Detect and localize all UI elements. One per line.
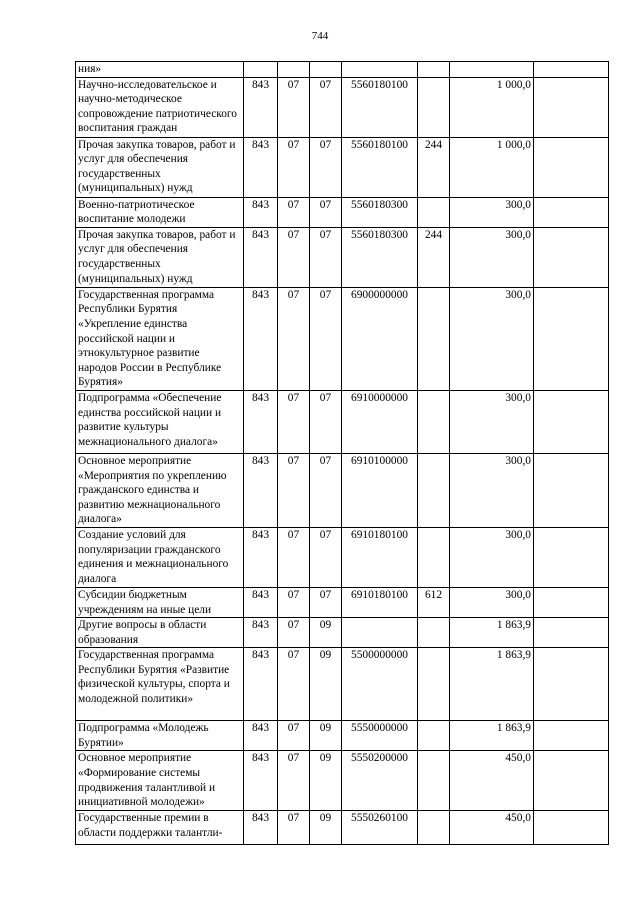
ved-cell: 843 xyxy=(244,527,278,587)
amount-cell: 300,0 xyxy=(450,453,534,527)
amount-cell: 1 000,0 xyxy=(450,77,534,137)
page-number: 744 xyxy=(311,30,329,42)
table-row xyxy=(76,287,609,390)
pr-cell: 09 xyxy=(310,618,342,648)
csr-cell: 5560180300 xyxy=(342,227,418,287)
row-name-cell: Создание условий для популяризации гражданского единения и межнационального диалога xyxy=(76,527,244,587)
budget-table xyxy=(75,61,609,845)
vr-cell xyxy=(418,527,450,587)
pr-cell: 07 xyxy=(310,527,342,587)
pr-cell: 07 xyxy=(310,587,342,617)
ved-cell: 843 xyxy=(244,648,278,721)
row-name-cell: Научно-исследовательское и научно-методическое сопровождение патриотического воспитания граждан xyxy=(76,77,244,137)
pr-cell xyxy=(310,62,342,78)
rz-cell: 07 xyxy=(278,587,310,617)
csr-cell: 5500000000 xyxy=(342,648,418,721)
rz-cell: 07 xyxy=(278,618,310,648)
amount-cell: 450,0 xyxy=(450,811,534,845)
amount-cell: 300,0 xyxy=(450,527,534,587)
amount-cell: 300,0 xyxy=(450,587,534,617)
rz-cell: 07 xyxy=(278,390,310,453)
table-row xyxy=(76,77,609,137)
vr-cell xyxy=(418,77,450,137)
pr-cell: 07 xyxy=(310,287,342,390)
table-row xyxy=(76,390,609,453)
pr-cell: 07 xyxy=(310,390,342,453)
pr-cell: 07 xyxy=(310,137,342,197)
ved-cell: 843 xyxy=(244,390,278,453)
amount-cell: 1 863,9 xyxy=(450,618,534,648)
table-row xyxy=(76,527,609,587)
vr-cell xyxy=(418,721,450,751)
row-name-cell: Государственная программа Республики Бурятия «Развитие физической культуры, спорта и молодежной политики» xyxy=(76,648,244,721)
csr-cell: 6910100000 xyxy=(342,453,418,527)
pr-cell: 09 xyxy=(310,648,342,721)
rz-cell: 07 xyxy=(278,137,310,197)
vr-cell xyxy=(418,811,450,845)
extra-cell xyxy=(534,137,609,197)
row-name-cell: Основное мероприятие «Формирование системы продвижения талантливой и инициативной молодежи» xyxy=(76,751,244,811)
extra-cell xyxy=(534,527,609,587)
pr-cell: 09 xyxy=(310,751,342,811)
ved-cell: 843 xyxy=(244,287,278,390)
csr-cell: 5560180100 xyxy=(342,137,418,197)
rz-cell: 07 xyxy=(278,527,310,587)
extra-cell xyxy=(534,287,609,390)
extra-cell xyxy=(534,197,609,227)
ved-cell: 843 xyxy=(244,587,278,617)
pr-cell: 07 xyxy=(310,453,342,527)
rz-cell: 07 xyxy=(278,227,310,287)
row-name-cell: Военно-патриотическое воспитание молодежи xyxy=(76,197,244,227)
rz-cell: 07 xyxy=(278,77,310,137)
extra-cell xyxy=(534,453,609,527)
amount-cell: 1 863,9 xyxy=(450,721,534,751)
rz-cell: 07 xyxy=(278,721,310,751)
extra-cell xyxy=(534,227,609,287)
ved-cell: 843 xyxy=(244,811,278,845)
row-name-cell: Другие вопросы в области образования xyxy=(76,618,244,648)
ved-cell: 843 xyxy=(244,751,278,811)
amount-cell: 450,0 xyxy=(450,751,534,811)
extra-cell xyxy=(534,62,609,78)
pr-cell: 09 xyxy=(310,721,342,751)
vr-cell xyxy=(418,751,450,811)
table-row xyxy=(76,721,609,751)
extra-cell xyxy=(534,721,609,751)
table-row xyxy=(76,453,609,527)
amount-cell: 300,0 xyxy=(450,287,534,390)
vr-cell xyxy=(418,62,450,78)
rz-cell: 07 xyxy=(278,751,310,811)
csr-cell: 5550200000 xyxy=(342,751,418,811)
csr-cell: 5550000000 xyxy=(342,721,418,751)
csr-cell: 6910000000 xyxy=(342,390,418,453)
ved-cell: 843 xyxy=(244,227,278,287)
row-name-cell: Основное мероприятие «Мероприятия по укреплению гражданского единства и развитию межнационального диалога» xyxy=(76,453,244,527)
extra-cell xyxy=(534,811,609,845)
row-name-cell: Подпрограмма «Обеспечение единства российской нации и развитие культуры межнационального диалога» xyxy=(76,390,244,453)
csr-cell xyxy=(342,62,418,78)
extra-cell xyxy=(534,390,609,453)
csr-cell: 5560180100 xyxy=(342,77,418,137)
table-row xyxy=(76,587,609,617)
vr-cell: 244 xyxy=(418,227,450,287)
row-name-cell: Прочая закупка товаров, работ и услуг для обеспечения государственных (муниципальных) нужд xyxy=(76,137,244,197)
vr-cell: 612 xyxy=(418,587,450,617)
table-row xyxy=(76,751,609,811)
extra-cell xyxy=(534,77,609,137)
pr-cell: 07 xyxy=(310,77,342,137)
csr-cell xyxy=(342,618,418,648)
vr-cell xyxy=(418,648,450,721)
amount-cell xyxy=(450,62,534,78)
amount-cell: 300,0 xyxy=(450,390,534,453)
extra-cell xyxy=(534,751,609,811)
extra-cell xyxy=(534,618,609,648)
extra-cell xyxy=(534,648,609,721)
csr-cell: 5550260100 xyxy=(342,811,418,845)
row-name-cell: ния» xyxy=(76,62,244,78)
row-name-cell: Государственная программа Республики Бурятия «Укрепление единства российской нации и этнокультурное развитие народов России в Республике Бурятия» xyxy=(76,287,244,390)
amount-cell: 300,0 xyxy=(450,197,534,227)
csr-cell: 6910180100 xyxy=(342,527,418,587)
table-row xyxy=(76,618,609,648)
rz-cell xyxy=(278,62,310,78)
row-name-cell: Прочая закупка товаров, работ и услуг для обеспечения государственных (муниципальных) нужд xyxy=(76,227,244,287)
csr-cell: 6900000000 xyxy=(342,287,418,390)
rz-cell: 07 xyxy=(278,197,310,227)
pr-cell: 07 xyxy=(310,197,342,227)
vr-cell xyxy=(418,390,450,453)
vr-cell xyxy=(418,287,450,390)
table-row xyxy=(76,811,609,845)
ved-cell: 843 xyxy=(244,618,278,648)
vr-cell xyxy=(418,618,450,648)
ved-cell: 843 xyxy=(244,137,278,197)
table-row xyxy=(76,62,609,78)
amount-cell: 1 000,0 xyxy=(450,137,534,197)
rz-cell: 07 xyxy=(278,453,310,527)
table-row xyxy=(76,227,609,287)
csr-cell: 5560180300 xyxy=(342,197,418,227)
row-name-cell: Субсидии бюджетным учреждениям на иные цели xyxy=(76,587,244,617)
table-row xyxy=(76,197,609,227)
extra-cell xyxy=(534,587,609,617)
ved-cell xyxy=(244,62,278,78)
vr-cell: 244 xyxy=(418,137,450,197)
csr-cell: 6910180100 xyxy=(342,587,418,617)
pr-cell: 07 xyxy=(310,227,342,287)
table-row xyxy=(76,648,609,721)
ved-cell: 843 xyxy=(244,197,278,227)
row-name-cell: Государственные премии в области поддержки талантли- xyxy=(76,811,244,845)
amount-cell: 1 863,9 xyxy=(450,648,534,721)
vr-cell xyxy=(418,197,450,227)
ved-cell: 843 xyxy=(244,453,278,527)
rz-cell: 07 xyxy=(278,648,310,721)
row-name-cell: Подпрограмма «Молодежь Бурятии» xyxy=(76,721,244,751)
amount-cell: 300,0 xyxy=(450,227,534,287)
vr-cell xyxy=(418,453,450,527)
rz-cell: 07 xyxy=(278,287,310,390)
table-row xyxy=(76,137,609,197)
ved-cell: 843 xyxy=(244,77,278,137)
rz-cell: 07 xyxy=(278,811,310,845)
ved-cell: 843 xyxy=(244,721,278,751)
pr-cell: 09 xyxy=(310,811,342,845)
